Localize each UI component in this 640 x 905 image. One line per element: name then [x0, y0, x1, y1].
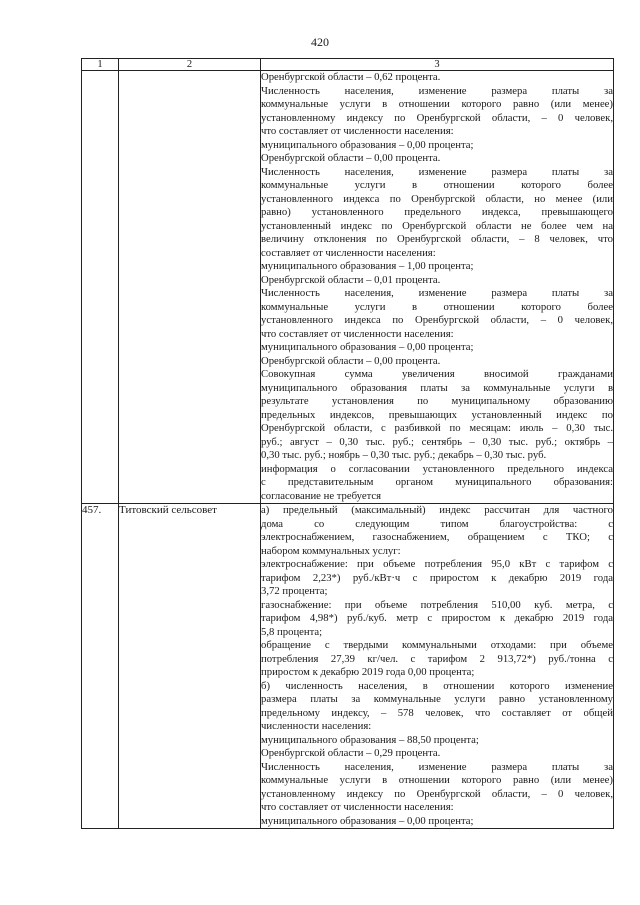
- text-line: 3,72 процента;: [261, 585, 328, 597]
- text-line: муниципального образования – 0,00 процента;: [261, 138, 474, 151]
- table-body: [82, 71, 614, 829]
- text-line: муниципального образования – 0,00 процента;: [261, 814, 474, 827]
- text-line: Численность населения, изменение размера платы за: [261, 165, 613, 178]
- text-line: муниципального образования – 1,00 процента;: [261, 260, 474, 272]
- municipality-name: [119, 71, 261, 504]
- row-number: [82, 71, 119, 504]
- text-line: Оренбургской области – 0,00 процента.: [261, 354, 441, 367]
- text-line: муниципального образования – 0,00 процента;: [261, 341, 474, 353]
- text-line: установленный индекс по Оренбургской области не более чем на: [261, 219, 613, 232]
- description-cell: [261, 71, 614, 504]
- table-row: [82, 504, 614, 829]
- text-line: 5,8 процента;: [261, 625, 323, 638]
- text-line: равно) установленного предельного индекса, превышающего: [261, 206, 613, 218]
- text-line: установленного индекса по Оренбургской области, – 0 человек,: [261, 314, 613, 326]
- text-line: величину отклонения по Оренбургской области, – 8 человек, что: [261, 233, 613, 245]
- municipality-name: Титовский сельсовет: [119, 504, 261, 829]
- text-line: руб.; август – 0,30 тыс. руб.; сентябрь – 0,30 тыс. руб.; октябрь –: [261, 435, 613, 448]
- text-line: электроснабжение: при объеме потребления 95,0 кВт с тарифом с: [261, 558, 613, 570]
- text-line: установленного индекса по Оренбургской области, но менее (или: [261, 192, 613, 205]
- text-line: муниципального образования – 88,50 процента;: [261, 733, 479, 746]
- text-line: результате установления по муниципальному образованию: [261, 395, 613, 407]
- text-line: установленному индексу по Оренбургской области, – 0 человек,: [261, 787, 613, 800]
- description-cell: [261, 504, 614, 829]
- text-line: дома со следующим типом благоустройства: с: [261, 517, 613, 530]
- text-line: 0,30 тыс. руб.; ноябрь – 0,30 тыс. руб.; декабрь – 0,30 тыс. руб.: [261, 449, 547, 461]
- text-line: Оренбургской области – 0,01 процента.: [261, 273, 441, 286]
- column-header-2: 2: [119, 59, 261, 71]
- text-line: Численность населения, изменение размера платы за: [261, 287, 613, 299]
- table-header-row: [82, 59, 614, 71]
- column-header-1: 1: [82, 59, 119, 71]
- text-line: предельных индексов, превышающих установленный индекс по: [261, 408, 613, 421]
- text-line: а) предельный (максимальный) индекс рассчитан для частного: [261, 504, 613, 516]
- text-line: с представительным органом муниципального образования:: [261, 476, 613, 488]
- text-line: коммунальные услуги в отношении которого равно (или менее): [261, 774, 613, 786]
- text-line: согласование не требуется: [261, 489, 382, 502]
- text-line: Численность населения, изменение размера платы за: [261, 84, 613, 97]
- text-line: обращение с твердыми коммунальными отходами: при объеме: [261, 639, 613, 651]
- text-line: б) численность населения, в отношении которого изменение: [261, 679, 613, 692]
- text-line: Оренбургской области – 0,62 процента.: [261, 71, 441, 83]
- column-header-3: 3: [261, 59, 614, 71]
- text-line: Оренбургской области – 0,29 процента.: [261, 747, 441, 759]
- table-row: [82, 71, 614, 504]
- text-line: размера платы за коммунальные услуги равно установленному: [261, 693, 613, 705]
- tariff-table: [81, 58, 614, 829]
- text-line: предельному индексу, – 578 человек, что составляет от общей: [261, 706, 613, 719]
- row-number: 457.: [82, 504, 119, 829]
- text-line: коммунальные услуги в отношении которого равно (или менее): [261, 98, 613, 110]
- text-line: Оренбургской области – 0,00 процента.: [261, 152, 441, 164]
- text-line: численности населения:: [261, 720, 372, 732]
- text-line: коммунальные услуги в отношении которого более: [261, 179, 613, 191]
- text-line: потребления 27,39 кг/чел. с тарифом 2 913,72*) руб./тонна с: [261, 652, 613, 665]
- text-line: Оренбургской области, с разбивкой по месяцам: июль – 0,30 тыс.: [261, 422, 613, 434]
- text-line: газоснабжение: при объеме потребления 510,00 куб. метра, с: [261, 598, 613, 611]
- text-line: что составляет от численности населения:: [261, 125, 454, 137]
- text-line: набором коммунальных услуг:: [261, 544, 401, 557]
- text-line: коммунальные услуги в отношении которого более: [261, 300, 613, 313]
- text-line: Совокупная сумма увеличения вносимой гражданами: [261, 368, 613, 380]
- text-line: информация о согласовании установленного предельного индекса: [261, 462, 613, 475]
- text-line: приростом к декабрю 2019 года 0,00 процента;: [261, 666, 475, 678]
- text-line: тарифом 2,23*) руб./кВт·ч с приростом к декабрю 2019 года: [261, 571, 613, 584]
- text-line: установленному индексу по Оренбургской области, – 0 человек,: [261, 111, 613, 124]
- page-number: 420: [311, 35, 329, 49]
- text-line: Численность населения, изменение размера платы за: [261, 760, 613, 773]
- text-line: электроснабжением, газоснабжением, обращением с ТКО; с: [261, 531, 613, 543]
- text-line: что составляет от численности населения:: [261, 801, 454, 813]
- text-line: что составляет от численности населения:: [261, 327, 454, 340]
- text-line: муниципального образования платы за коммунальные услуги в: [261, 381, 613, 394]
- text-line: тарифом 4,98*) руб./куб. метр с приростом к декабрю 2019 года: [261, 612, 613, 624]
- text-line: составляет от численности населения:: [261, 246, 436, 259]
